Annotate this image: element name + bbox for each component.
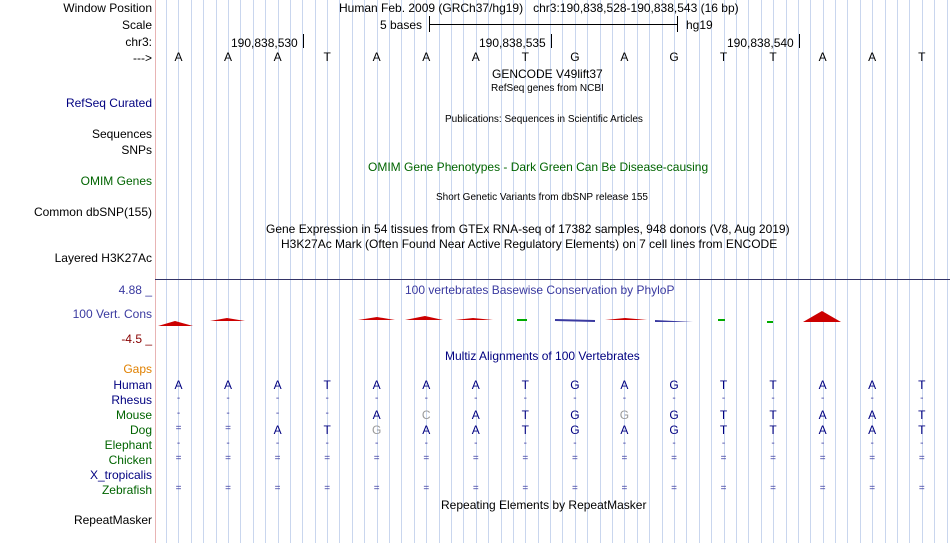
alignment-base: - (275, 438, 280, 449)
cons-min-label: -4.5 _ (121, 332, 152, 346)
alignment-base: = (472, 483, 479, 494)
alignment-base: = (522, 483, 529, 494)
base-letter: T (323, 50, 331, 64)
alignment-base: = (671, 483, 677, 494)
alignment-base: - (920, 393, 924, 404)
alignment-base: - (325, 438, 329, 449)
alignment-base: = (918, 483, 925, 494)
repeatmasker-label[interactable]: RepeatMasker (73, 513, 152, 527)
alignment-base: = (770, 483, 777, 494)
alignment-base: = (423, 453, 430, 464)
alignment-base: - (424, 393, 428, 404)
repeatmasker-track-desc: Repeating Elements by RepeatMasker (441, 498, 647, 512)
alignment-base: = (175, 453, 182, 464)
gaps-label[interactable]: Gaps (123, 362, 152, 376)
alignment-base: - (573, 393, 577, 404)
cons-track-label[interactable]: 100 Vert. Cons (72, 307, 152, 321)
alignment-base: - (176, 408, 181, 419)
alignment-base: - (424, 438, 428, 449)
coord-label: 190,838,535 (479, 36, 546, 50)
alignment-base: T (521, 378, 530, 392)
alignment-base: - (820, 393, 825, 404)
alignment-base: = (225, 483, 231, 494)
alignment-base: - (672, 393, 676, 404)
alignment-base: - (523, 393, 528, 404)
phylop-track-desc: 100 vertebrates Basewise Conservation by PhyloP (405, 283, 675, 297)
alignment-base: T (521, 408, 530, 422)
alignment-base: - (721, 438, 726, 449)
alignment-base: G (570, 378, 580, 392)
alignment-base: - (275, 408, 280, 419)
alignment-base: - (325, 393, 329, 404)
alignment-base: A (422, 423, 431, 437)
alignment-base: = (373, 483, 380, 494)
base-letter: A (471, 50, 480, 64)
alignment-base: T (521, 423, 530, 437)
alignment-base: = (819, 453, 826, 464)
base-letter: T (769, 50, 777, 64)
base-letter: A (620, 50, 629, 64)
gtex-track-desc: Gene Expression in 54 tissues from GTEx RNA-seq of 17382 samples, 948 donors (V8, Aug 2019) (266, 222, 790, 236)
species-label-human[interactable]: Human (113, 378, 152, 392)
scale-db: hg19 (686, 18, 713, 32)
alignment-base: A (273, 378, 282, 392)
alignment-base: A (868, 408, 877, 422)
alignment-base: - (870, 438, 874, 449)
base-letter: G (570, 50, 580, 64)
omim-label[interactable]: OMIM Genes (80, 174, 152, 188)
alignment-base: A (273, 423, 282, 437)
alignment-base: - (325, 408, 329, 419)
position-text: chr3:190,838,528-190,838,543 (16 bp) (533, 1, 739, 15)
species-label-chicken[interactable]: Chicken (108, 453, 152, 467)
alignment-base: A (868, 378, 877, 392)
alignment-base: A (620, 423, 629, 437)
strand-label[interactable]: ---> (133, 51, 152, 65)
alignment-base: - (622, 438, 627, 449)
coord-label: 190,838,540 (727, 36, 794, 50)
alignment-base: - (226, 438, 230, 449)
alignment-base: = (175, 423, 182, 434)
alignment-base: T (323, 423, 331, 437)
alignment-base: = (472, 453, 479, 464)
alignment-base: G (570, 423, 580, 437)
alignment-base: G (619, 408, 630, 422)
alignment-base: = (274, 483, 281, 494)
alignment-base: T (918, 423, 926, 437)
alignment-base: G (372, 423, 382, 437)
alignment-base: = (522, 453, 529, 464)
scale-label: Scale (121, 18, 152, 32)
base-letter: A (372, 50, 381, 64)
publications-track-desc: Publications: Sequences in Scientific Articles (445, 114, 643, 125)
refseq-track-desc: RefSeq genes from NCBI (491, 83, 604, 94)
multiz-alignment (155, 0, 950, 543)
alignment-base: = (571, 453, 578, 464)
alignment-base: A (174, 378, 183, 392)
alignment-base: T (918, 408, 926, 422)
alignment-base: G (669, 408, 679, 422)
alignment-base: - (176, 438, 181, 449)
alignment-base: A (372, 408, 381, 422)
alignment-base: T (719, 423, 728, 437)
alignment-base: = (274, 453, 281, 464)
alignment-base: G (570, 408, 580, 422)
alignment-base: - (474, 393, 478, 404)
base-letter: A (273, 50, 282, 64)
alignment-base: - (375, 438, 379, 449)
dbsnp-track-desc: Short Genetic Variants from dbSNP release 155 (436, 192, 648, 203)
alignment-base: A (224, 378, 233, 392)
alignment-base: - (226, 393, 230, 404)
base-letter: T (521, 50, 530, 64)
alignment-base: = (373, 453, 380, 464)
species-label-mouse[interactable]: Mouse (115, 408, 152, 422)
alignment-base: = (621, 483, 628, 494)
alignment-base: = (770, 453, 777, 464)
alignment-base: = (720, 453, 727, 464)
alignment-base: - (573, 438, 577, 449)
alignment-base: T (323, 378, 331, 392)
alignment-base: T (719, 408, 728, 422)
alignment-base: - (226, 408, 230, 419)
alignment-base: A (818, 408, 827, 422)
alignment-base: = (869, 483, 876, 494)
species-label-zebrafish[interactable]: Zebrafish (101, 483, 152, 497)
alignment-base: = (423, 483, 430, 494)
alignment-base: T (719, 378, 728, 392)
alignment-base: - (275, 393, 280, 404)
coord-label: 190,838,530 (231, 36, 298, 50)
alignment-base: G (669, 378, 679, 392)
base-letter: G (669, 50, 679, 64)
species-label-x-tropicalis[interactable]: X_tropicalis (89, 468, 152, 482)
assembly-name: Human Feb. 2009 (GRCh37/hg19) (339, 1, 524, 15)
base-letter: A (868, 50, 877, 64)
gencode-track-title[interactable]: GENCODE V49lift37 (492, 67, 603, 81)
species-label-dog[interactable]: Dog (129, 423, 152, 437)
alignment-base: = (819, 483, 826, 494)
alignment-base: T (769, 423, 777, 437)
alignment-base: = (324, 483, 331, 494)
alignment-base: - (820, 438, 825, 449)
alignment-base: A (372, 378, 381, 392)
alignment-base: A (471, 378, 480, 392)
alignment-base: = (918, 453, 925, 464)
alignment-base: - (622, 393, 627, 404)
alignment-base: - (721, 393, 726, 404)
base-letter: T (918, 50, 926, 64)
alignment-base: - (474, 438, 478, 449)
dbsnp-label[interactable]: Common dbSNP(155) (33, 205, 152, 219)
refseq-label[interactable]: RefSeq Curated (65, 96, 152, 110)
cons-max-label: 4.88 _ (118, 283, 152, 297)
base-letter: A (174, 50, 183, 64)
h3k27-label[interactable]: Layered H3K27Ac (54, 251, 152, 265)
snps-label[interactable]: SNPs (121, 143, 152, 157)
alignment-base: = (324, 453, 331, 464)
alignment-base: T (769, 378, 777, 392)
h3k27-track-desc: H3K27Ac Mark (Often Found Near Active Regulatory Elements) on 7 cell lines from ENCODE (281, 237, 778, 251)
alignment-base: - (870, 393, 874, 404)
chr-label: chr3: (125, 35, 152, 49)
alignment-base: = (720, 483, 727, 494)
alignment-base: - (920, 438, 924, 449)
alignment-base: G (669, 423, 679, 437)
alignment-base: - (771, 438, 775, 449)
base-letter: A (224, 50, 233, 64)
alignment-base: = (225, 453, 231, 464)
scale-text: 5 bases (380, 18, 423, 32)
alignment-base: - (176, 393, 181, 404)
alignment-base: = (869, 453, 876, 464)
alignment-base: C (421, 408, 431, 422)
species-label-rhesus[interactable]: Rhesus (111, 393, 152, 407)
alignment-base: T (769, 408, 777, 422)
multiz-track-desc: Multiz Alignments of 100 Vertebrates (445, 349, 640, 363)
alignment-base: A (868, 423, 877, 437)
alignment-base: A (471, 423, 480, 437)
alignment-base: A (620, 378, 629, 392)
window-position-label: Window Position (63, 1, 152, 15)
alignment-base: A (818, 423, 827, 437)
alignment-base: = (571, 483, 578, 494)
alignment-base: = (175, 483, 182, 494)
omim-track-desc: OMIM Gene Phenotypes - Dark Green Can Be Disease-causing (368, 160, 709, 174)
alignment-base: A (422, 378, 431, 392)
alignment-base: = (671, 453, 677, 464)
species-label-elephant[interactable]: Elephant (104, 438, 152, 452)
base-letter: T (719, 50, 728, 64)
alignment-base: = (225, 423, 231, 434)
alignment-base: - (771, 393, 775, 404)
base-letter: A (818, 50, 827, 64)
sequences-label[interactable]: Sequences (91, 127, 152, 141)
alignment-base: - (375, 393, 379, 404)
alignment-base: = (621, 453, 628, 464)
alignment-base: T (918, 378, 926, 392)
alignment-base: A (471, 408, 480, 422)
alignment-base: - (672, 438, 676, 449)
base-letter: A (422, 50, 431, 64)
alignment-base: A (818, 378, 827, 392)
alignment-base: - (523, 438, 528, 449)
